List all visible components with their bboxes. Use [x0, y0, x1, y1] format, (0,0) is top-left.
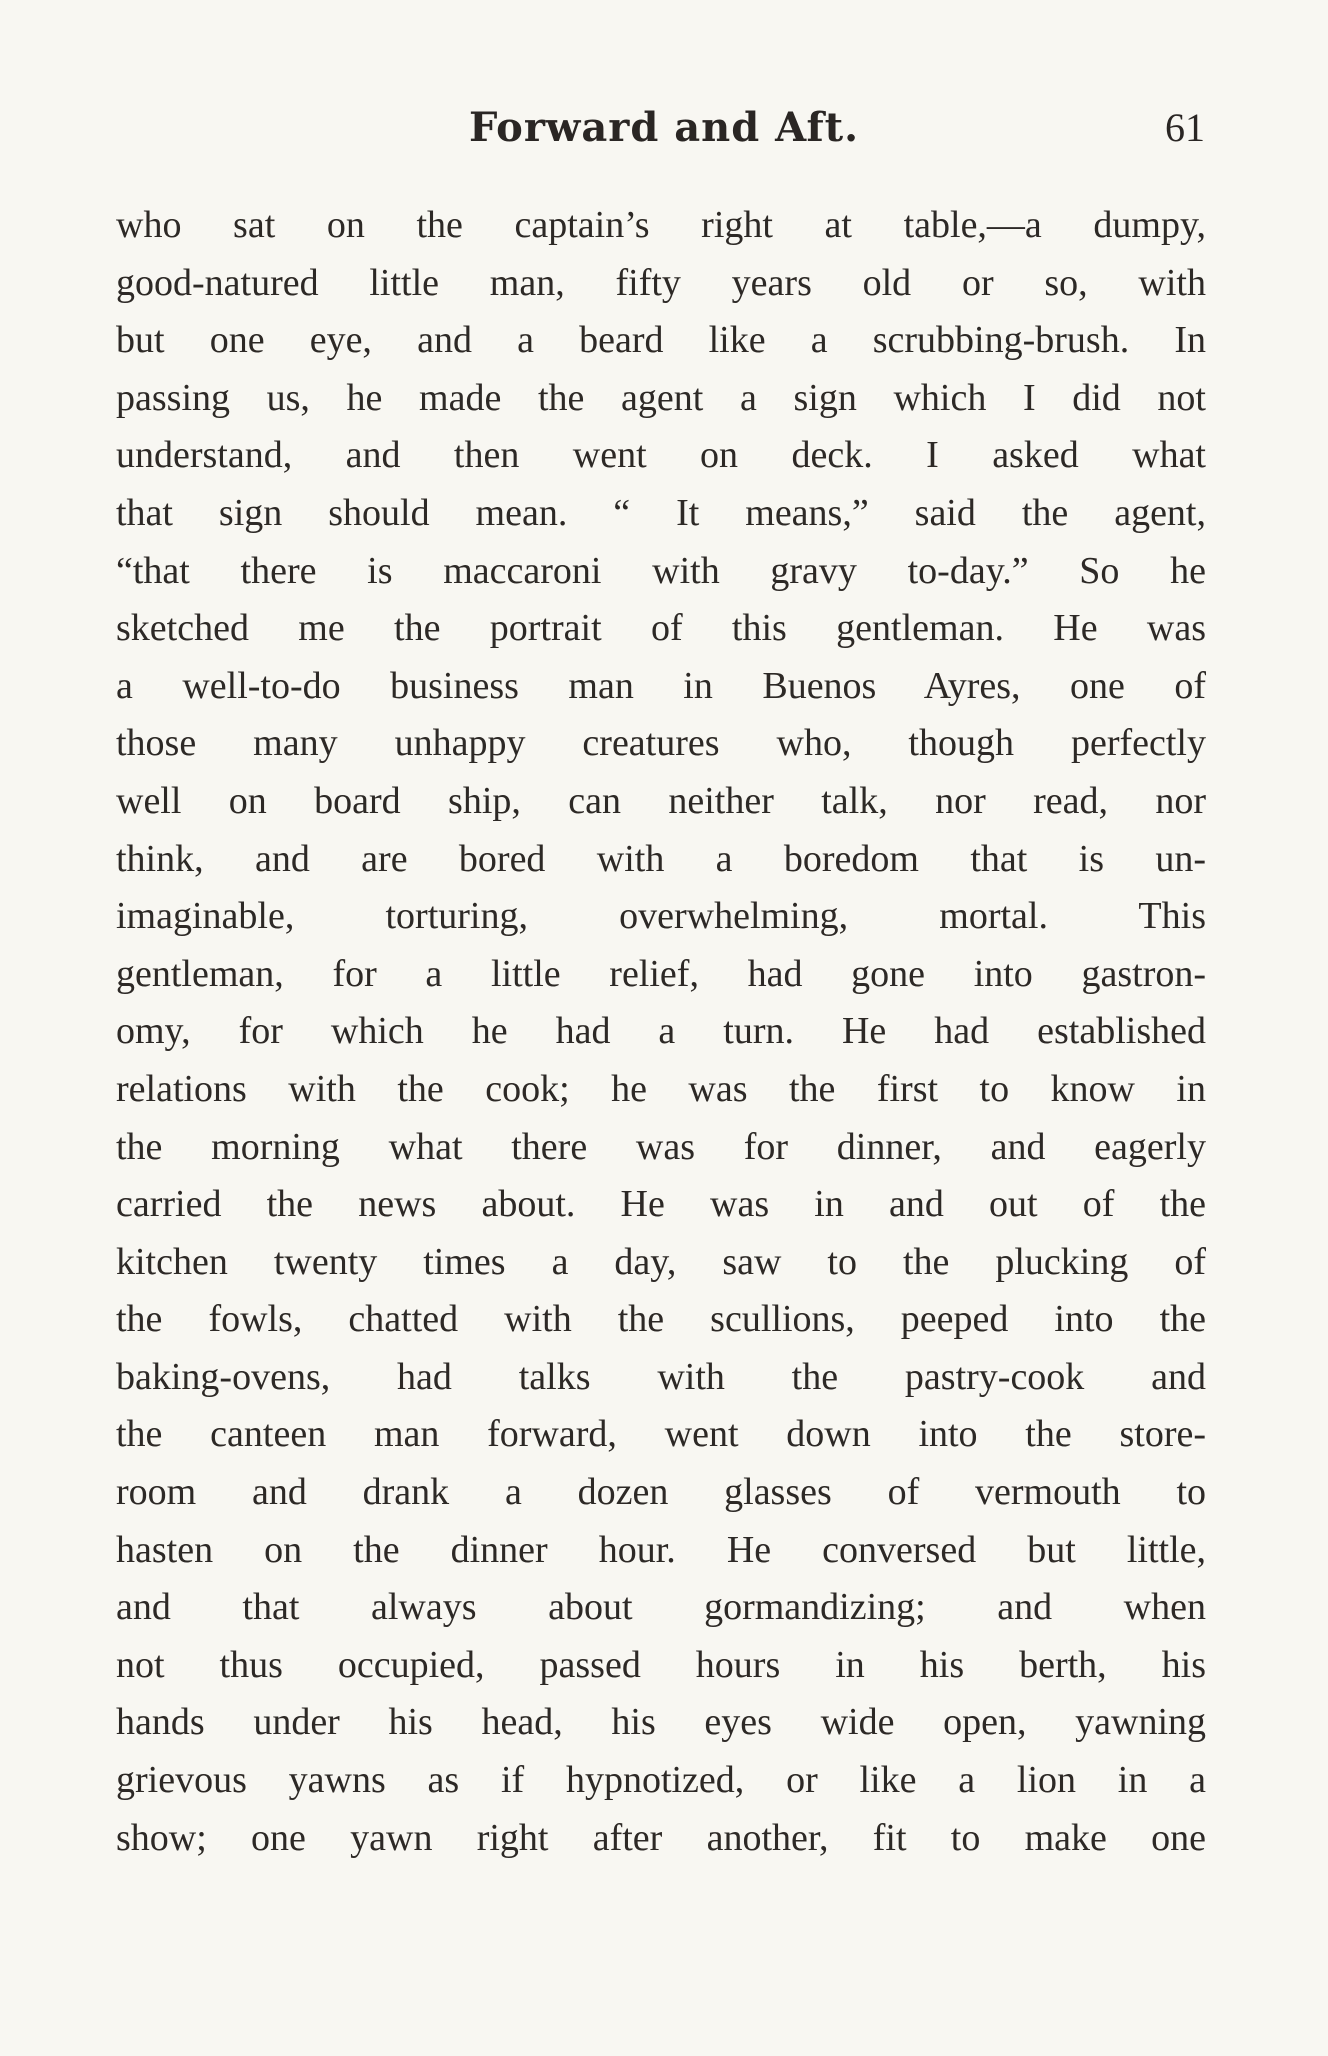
text-line: room and drank a dozen glasses of vermouth to	[116, 1471, 1206, 1514]
text-line: hasten on the dinner hour. He conversed but little,	[116, 1528, 1206, 1571]
text-line: sketched me the portrait of this gentleman. He was	[116, 607, 1206, 650]
text-line: the canteen man forward, went down into the store-	[116, 1413, 1206, 1456]
text-line: baking-ovens, had talks with the pastry-cook and	[116, 1355, 1206, 1398]
text-line: kitchen twenty times a day, saw to the plucking of	[116, 1240, 1206, 1283]
text-line: good-natured little man, fifty years old or so, with	[116, 261, 1206, 304]
text-line: passing us, he made the agent a sign which I did not	[116, 376, 1206, 419]
text-line: who sat on the captain’s right at table,—a dumpy,	[116, 204, 1206, 246]
page-number: 61	[1165, 105, 1205, 150]
text-line: omy, for which he had a turn. He had established	[116, 1010, 1206, 1053]
running-title: Forward and Aft.	[468, 104, 860, 151]
text-line: “that there is maccaroni with gravy to-day.” So he	[116, 549, 1206, 592]
text-line: but one eye, and a beard like a scrubbing-brush. In	[116, 319, 1206, 362]
text-line: carried the news about. He was in and out of the	[116, 1183, 1206, 1226]
text-line: well on board ship, can neither talk, nor read, nor	[116, 779, 1206, 822]
text-line: a well-to-do business man in Buenos Ayres, one of	[116, 664, 1206, 707]
text-line: think, and are bored with a boredom that is un-	[116, 837, 1206, 880]
text-line: those many unhappy creatures who, though perfectly	[116, 722, 1206, 765]
text-line: not thus occupied, passed hours in his berth, his	[116, 1643, 1206, 1686]
text-line: and that always about gormandizing; and when	[116, 1586, 1206, 1629]
text-line: the morning what there was for dinner, and eagerly	[116, 1125, 1206, 1168]
text-line: hands under his head, his eyes wide open, yawning	[116, 1701, 1206, 1744]
text-line: understand, and then went on deck. I asked what	[116, 434, 1206, 477]
text-line: show; one yawn right after another, fit to make one	[116, 1816, 1206, 1859]
text-line: grievous yawns as if hypnotized, or like a lion in a	[116, 1759, 1206, 1802]
text-line: relations with the cook; he was the first to know in	[116, 1067, 1206, 1110]
text-line: gentleman, for a little relief, had gone into gastron-	[116, 952, 1206, 995]
text-line: imaginable, torturing, overwhelming, mortal. This	[116, 895, 1206, 938]
running-head	[0, 98, 1328, 158]
text-line: that sign should mean. “ It means,” said the agent,	[116, 491, 1206, 534]
text-line: the fowls, chatted with the scullions, peeped into the	[116, 1298, 1206, 1341]
body-text	[116, 197, 1206, 1867]
